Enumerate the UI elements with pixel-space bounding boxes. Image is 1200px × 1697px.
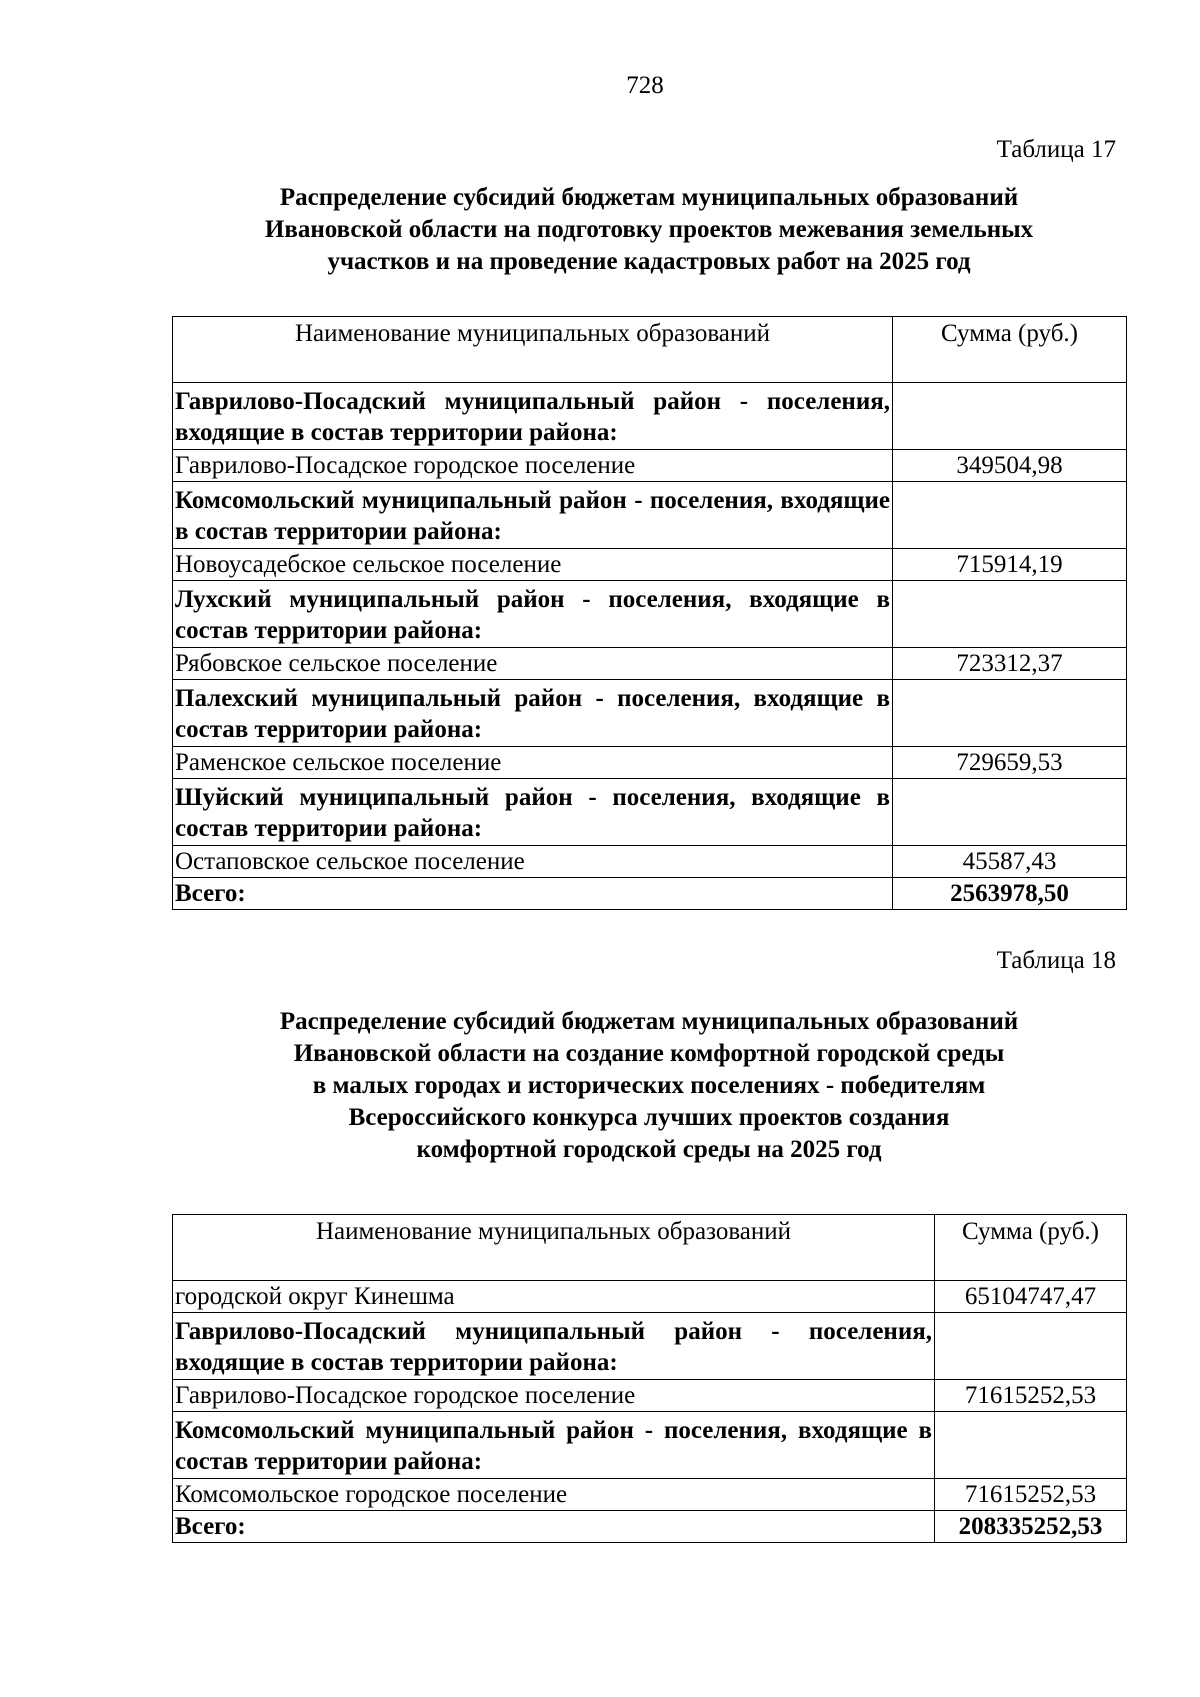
title-line: участков и на проведение кадастровых работ на 2025 год xyxy=(327,248,971,275)
title-line: комфортной городской среды на 2025 год xyxy=(416,1136,882,1163)
row-name: Рябовское сельское поселение xyxy=(173,648,893,680)
page-number: 728 xyxy=(626,72,664,99)
row-amount: 715914,19 xyxy=(893,549,1127,581)
table-17-title xyxy=(172,182,1126,278)
table-group-row xyxy=(173,1313,1127,1380)
row-amount: 65104747,47 xyxy=(935,1281,1127,1313)
table-row xyxy=(173,747,1127,779)
row-amount: 45587,43 xyxy=(893,846,1127,878)
row-amount xyxy=(893,581,1127,648)
row-name: Шуйский муниципальный район - поселения, входящие в состав территории района: xyxy=(173,779,893,846)
header-name: Наименование муниципальных образований xyxy=(173,1215,935,1281)
row-name: Остаповское сельское поселение xyxy=(173,846,893,878)
table-row xyxy=(173,846,1127,878)
table-row xyxy=(173,450,1127,482)
row-amount: 349504,98 xyxy=(893,450,1127,482)
row-name: Комсомольский муниципальный район - поселения, входящие в состав территории района: xyxy=(173,1412,935,1479)
title-line: Ивановской области на подготовку проектов межевания земельных xyxy=(264,216,1034,243)
table-row xyxy=(173,1380,1127,1412)
table-header-row xyxy=(173,1215,1127,1281)
table-group-row xyxy=(173,581,1127,648)
row-name: Комсомольское городское поселение xyxy=(173,1479,935,1511)
table-total-row xyxy=(173,1511,1127,1543)
title-line: Ивановской области на создание комфортной городской среды xyxy=(293,1040,1005,1067)
row-name: городской округ Кинешма xyxy=(173,1281,935,1313)
row-amount xyxy=(893,482,1127,549)
table-row xyxy=(173,1281,1127,1313)
row-amount: 723312,37 xyxy=(893,648,1127,680)
total-label: Всего: xyxy=(173,1511,935,1543)
table-group-row xyxy=(173,383,1127,450)
table-18-title xyxy=(172,1006,1126,1166)
row-amount xyxy=(935,1412,1127,1479)
row-name: Гаврилово-Посадское городское поселение xyxy=(173,450,893,482)
title-line: Распределение субсидий бюджетам муниципальных образований xyxy=(279,1008,1019,1035)
table-group-row xyxy=(173,482,1127,549)
row-amount xyxy=(893,779,1127,846)
total-amount: 2563978,50 xyxy=(893,878,1127,910)
title-line: Распределение субсидий бюджетам муниципальных образований xyxy=(279,184,1019,211)
table-row xyxy=(173,549,1127,581)
row-name: Гаврилово-Посадский муниципальный район - поселения, входящие в состав территории района: xyxy=(173,1313,935,1380)
row-name: Раменское сельское поселение xyxy=(173,747,893,779)
table-group-row xyxy=(173,1412,1127,1479)
row-name: Лухский муниципальный район - поселения, входящие в состав территории района: xyxy=(173,581,893,648)
table-group-row xyxy=(173,680,1127,747)
row-name: Новоусадебское сельское поселение xyxy=(173,549,893,581)
title-line: Всероссийского конкурса лучших проектов создания xyxy=(348,1104,950,1131)
table-17-caption: Таблица 17 xyxy=(996,136,1116,163)
table-18 xyxy=(172,1214,1127,1543)
table-17 xyxy=(172,316,1127,910)
header-name: Наименование муниципальных образований xyxy=(173,317,893,383)
title-line: в малых городах и исторических поселениях - победителям xyxy=(312,1072,986,1099)
row-name: Комсомольский муниципальный район - поселения, входящие в состав территории района: xyxy=(173,482,893,549)
table-18-caption: Таблица 18 xyxy=(996,947,1116,974)
total-label: Всего: xyxy=(173,878,893,910)
row-amount: 71615252,53 xyxy=(935,1479,1127,1511)
table-header-row xyxy=(173,317,1127,383)
row-amount xyxy=(935,1313,1127,1380)
row-name: Гаврилово-Посадский муниципальный район - поселения, входящие в состав территории района: xyxy=(173,383,893,450)
table-row xyxy=(173,1479,1127,1511)
row-name: Палехский муниципальный район - поселения, входящие в состав территории района: xyxy=(173,680,893,747)
total-amount: 208335252,53 xyxy=(935,1511,1127,1543)
row-amount xyxy=(893,383,1127,450)
row-amount xyxy=(893,680,1127,747)
row-amount: 71615252,53 xyxy=(935,1380,1127,1412)
header-amount: Сумма (руб.) xyxy=(893,317,1127,383)
table-row xyxy=(173,648,1127,680)
row-amount: 729659,53 xyxy=(893,747,1127,779)
table-total-row xyxy=(173,878,1127,910)
header-amount: Сумма (руб.) xyxy=(935,1215,1127,1281)
row-name: Гаврилово-Посадское городское поселение xyxy=(173,1380,935,1412)
table-group-row xyxy=(173,779,1127,846)
